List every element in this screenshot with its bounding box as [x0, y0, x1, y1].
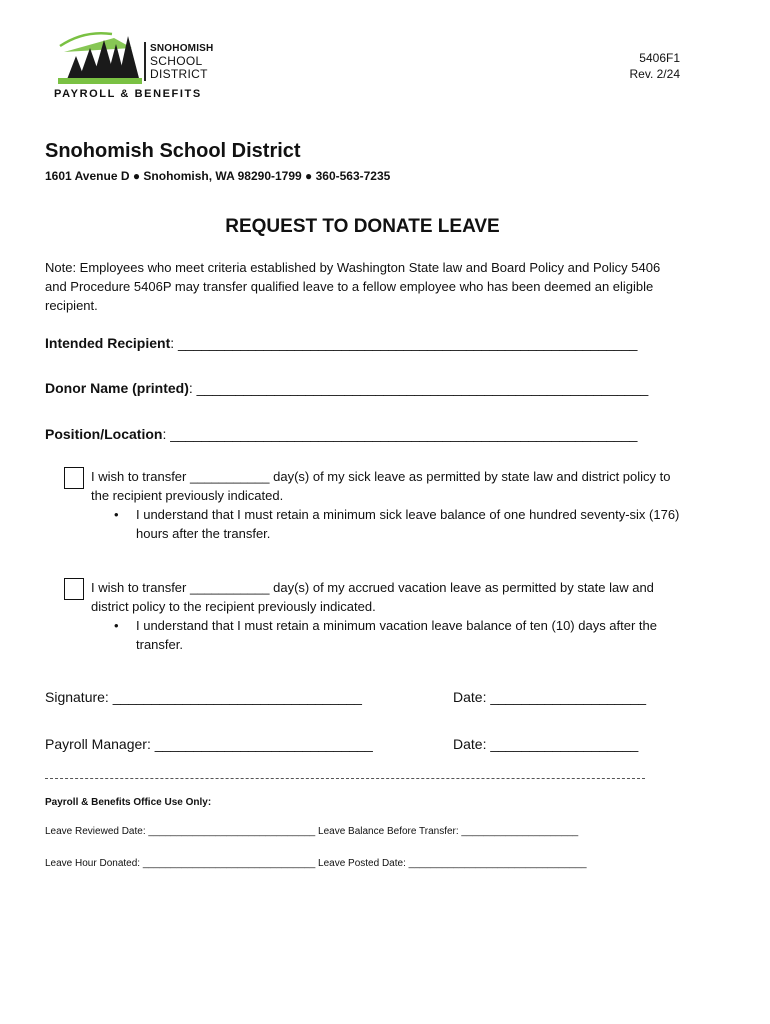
organization-address: 1601 Avenue D ● Snohomish, WA 98290-1799 ● 360-563-7235	[45, 169, 391, 183]
organization-name: Snohomish School District	[45, 140, 301, 162]
vacation-leave-bullet	[64, 616, 684, 654]
sick-leave-option	[64, 467, 684, 543]
position-location-line[interactable]: : ____________________________________________________________	[162, 426, 638, 442]
intended-recipient-label: Intended Recipient	[45, 335, 171, 351]
vacation-leave-checkbox[interactable]	[64, 578, 84, 600]
donor-name-field[interactable]	[45, 380, 648, 396]
signature-date-line[interactable]: Date: ____________________	[453, 689, 647, 705]
vacation-leave-bullet-text: I understand that I must retain a minimum vacation leave balance of ten (10) days after the transfer.	[136, 618, 658, 652]
bullet-icon: •	[114, 618, 119, 633]
sick-leave-bullet	[64, 505, 684, 543]
intended-recipient-field[interactable]	[45, 335, 637, 351]
sick-leave-bullet-text: I understand that I must retain a minimum sick leave balance of one hundred seventy-six (176) hours after the transfer.	[136, 507, 680, 541]
position-location-field[interactable]	[45, 426, 637, 442]
logo-wordmark: SNOHOMISH SCHOOL DISTRICT	[144, 42, 213, 81]
donor-name-label: Donor Name (printed)	[45, 380, 189, 396]
logo-department: PAYROLL & BENEFITS	[54, 88, 202, 100]
signature-line[interactable]: Signature: ________________________________	[45, 689, 362, 705]
tree-logo-icon	[54, 28, 144, 86]
donor-name-line[interactable]: : __________________________________________________________	[188, 380, 649, 396]
payroll-manager-line[interactable]: Payroll Manager: ____________________________	[45, 736, 373, 752]
office-row-donated[interactable]: Leave Hour Donated: _______________________________ Leave Posted Date: ________________________________	[45, 858, 587, 869]
revision: Rev. 2/24	[629, 67, 680, 81]
form-number: 5406F1	[639, 51, 680, 65]
cut-divider	[45, 778, 645, 779]
district-logo	[54, 28, 214, 104]
vacation-leave-option	[64, 578, 684, 654]
bullet-icon: •	[114, 507, 119, 522]
intended-recipient-line[interactable]: : ___________________________________________________________	[170, 335, 638, 351]
form-title: REQUEST TO DONATE LEAVE	[225, 216, 500, 237]
office-use-title: Payroll & Benefits Office Use Only:	[45, 797, 212, 808]
sick-leave-checkbox[interactable]	[64, 467, 84, 489]
office-row-reviewed[interactable]: Leave Reviewed Date: ______________________________ Leave Balance Before Transfer: _____________________	[45, 826, 579, 837]
vacation-leave-text: I wish to transfer ___________ day(s) of my accrued vacation leave as permitted by state law and district policy to the recipient previously indicated.	[91, 580, 654, 614]
payroll-manager-date-line[interactable]: Date: ___________________	[453, 736, 639, 752]
form-number-block	[630, 50, 680, 82]
sick-leave-text: I wish to transfer ___________ day(s) of my sick leave as permitted by state law and district policy to the recipient previously indicated.	[91, 469, 671, 503]
position-location-label: Position/Location	[45, 426, 163, 442]
eligibility-note: Note: Employees who meet criteria established by Washington State law and Board Policy and Policy 5406 and Procedure 5406P may transfer qualified leave to a fellow employee who has been deemed an eligible recipient.	[45, 260, 661, 313]
